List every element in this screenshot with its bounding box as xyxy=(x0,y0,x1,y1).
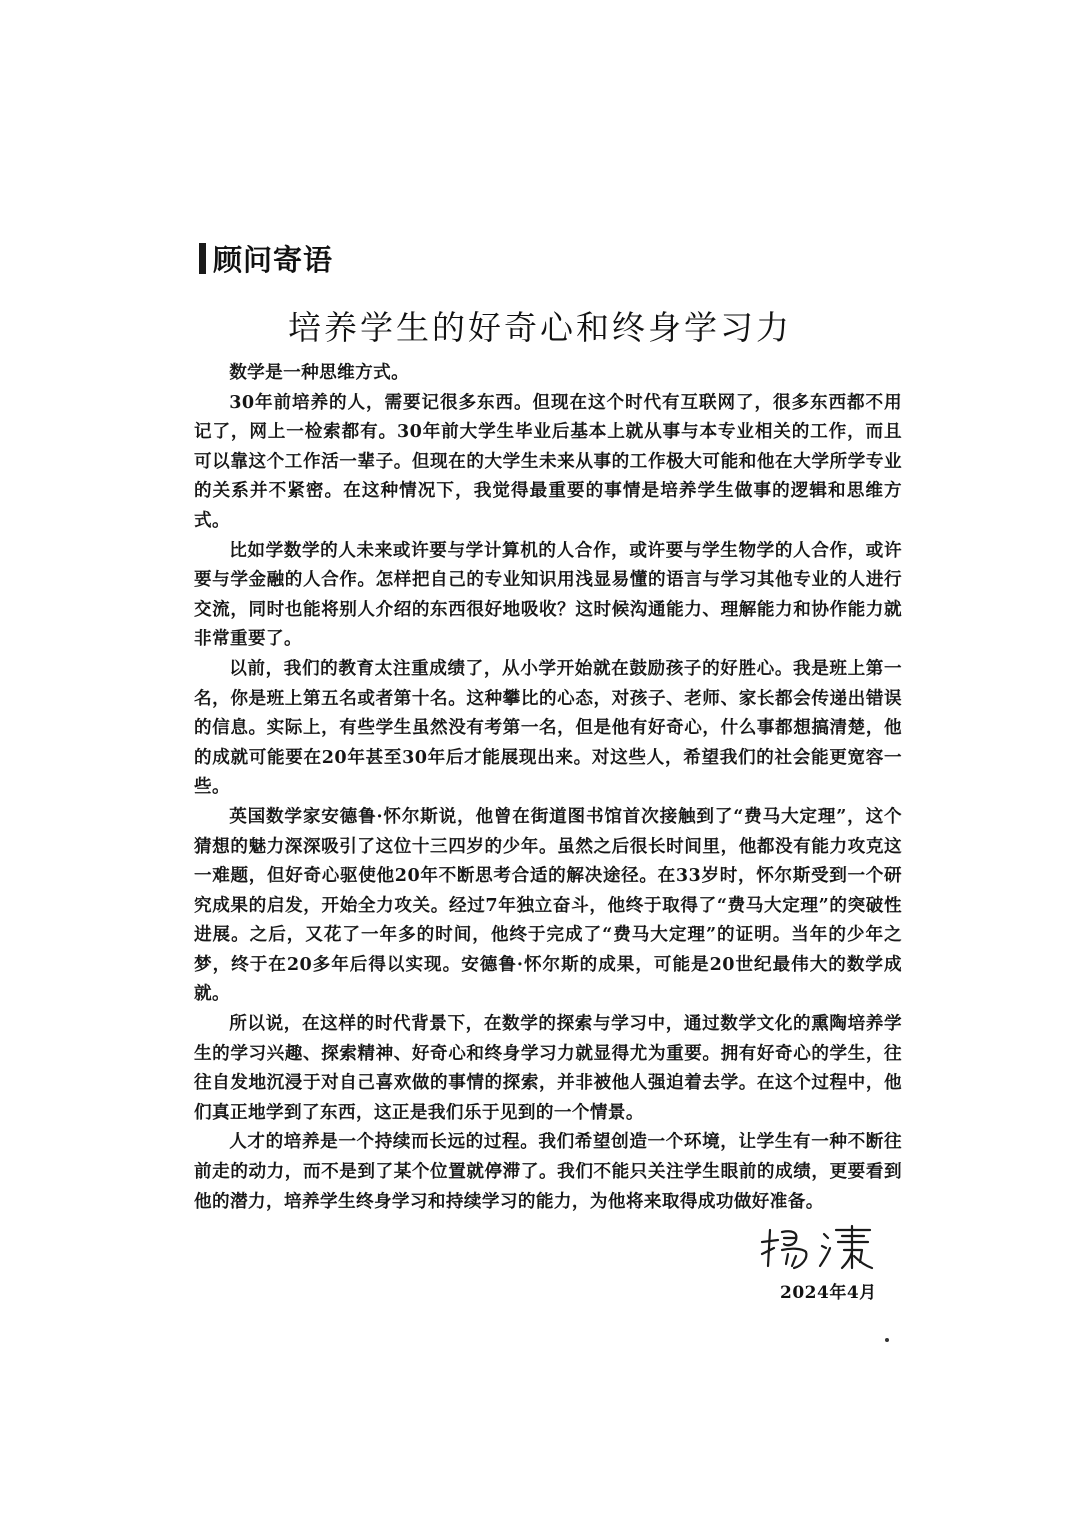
article-title: 培养学生的好奇心和终身学习力 xyxy=(288,308,792,347)
section-header xyxy=(199,240,333,276)
article-body xyxy=(194,358,902,1216)
section-title: 顾问寄语 xyxy=(213,242,334,277)
paragraph-4: 以前，我们的教育太注重成绩了，从小学开始就在鼓励孩子的好胜心。我是班上第一名，你是班上第五名或者第十名。这种攀比的心态，对孩子、老师、家长都会传递出错误的信息。实际上，有些学生虽然没有考第一名，但是他有好奇心，什么事都想搞清楚，他的成就可能要在20年甚至30年后才能展现出来。对这些人，希望我们的社会能更宽容一些。 xyxy=(194,657,902,798)
signature-date: 2024年4月 xyxy=(780,1283,877,1303)
paragraph-5: 英国数学家安德鲁·怀尔斯说，他曾在街道图书馆首次接触到了“费马大定理”，这个猜想的魅力深深吸引了这位十三四岁的少年。虽然之后很长时间里，他都没有能力攻克这一难题，但好奇心驱使他20年不断思考合适的解决途径。在33岁时，怀尔斯受到一个研究成果的启发，开始全力攻关。经过7年独立奋斗，他终于取得了“费马大定理”的突破性进展。之后，又花了一年多的时间，他终于完成了“费马大定理”的证明。当年的少年之梦，终于在20多年后得以实现。安德鲁·怀尔斯的成果，可能是20世纪最伟大的数学成就。 xyxy=(194,805,902,1005)
handwritten-signature xyxy=(752,1222,882,1272)
paragraph-2: 30年前培养的人，需要记很多东西。但现在这个时代有互联网了，很多东西都不用记了，网上一检索都有。30年前大学生毕业后基本上就从事与本专业相关的工作，而且可以靠这个工作活一辈子。但现在的大学生未来从事的工作极大可能和他在大学所学专业的关系并不紧密。在这种情况下，我觉得最重要的事情是培养学生做事的逻辑和思维方式。 xyxy=(194,391,902,531)
paragraph-1: 数学是一种思维方式。 xyxy=(229,362,410,383)
paragraph-3: 比如学数学的人未来或许要与学计算机的人合作，或许要与学生物学的人合作，或许要与学金融的人合作。怎样把自己的专业知识用浅显易懂的语言与学习其他专业的人进行交流，同时也能将别人介绍的东西很好地吸收？这时候沟通能力、理解能力和协作能力就非常重要了。 xyxy=(194,539,902,650)
paragraph-7: 人才的培养是一个持续而长远的过程。我们希望创造一个环境，让学生有一种不断往前走的动力，而不是到了某个位置就停滞了。我们不能只关注学生眼前的成绩，更要看到他的潜力，培养学生终身学习和持续学习的能力，为他将来取得成功做好准备。 xyxy=(194,1131,902,1212)
section-marker-bar xyxy=(199,243,206,274)
stray-dot xyxy=(885,1338,889,1342)
paragraph-6: 所以说，在这样的时代背景下，在数学的探索与学习中，通过数学文化的熏陶培养学生的学习兴趣、探索精神、好奇心和终身学习力就显得尤为重要。拥有好奇心的学生，往往自发地沉浸于对自己喜欢做的事情的探索，并非被他人强迫着去学。在这个过程中，他们真正地学到了东西，这正是我们乐于见到的一个情景。 xyxy=(194,1013,902,1123)
